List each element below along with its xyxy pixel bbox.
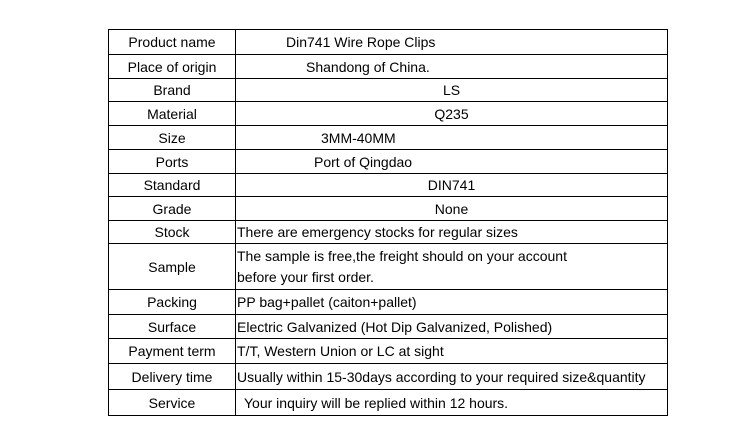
table-row (109, 30, 668, 55)
table-row (109, 221, 668, 244)
table-row (109, 126, 668, 150)
row-value: There are emergency stocks for regular sizes (236, 221, 668, 244)
table-row (109, 315, 668, 339)
table-row (109, 150, 668, 174)
row-value-line: before your first order. (237, 268, 374, 285)
row-value: Electric Galvanized (Hot Dip Galvanized, Polished) (236, 315, 668, 339)
row-value: None (236, 197, 668, 221)
row-label: Standard (109, 174, 236, 197)
row-label: Place of origin (109, 55, 236, 79)
table-row (109, 339, 668, 364)
table-row (109, 174, 668, 197)
table-row (109, 197, 668, 221)
table-row (109, 244, 668, 290)
row-label: Delivery time (109, 364, 236, 390)
row-value: Port of Qingdao (314, 153, 413, 170)
row-label: Sample (109, 244, 236, 290)
row-label: Payment term (109, 339, 236, 364)
table-row (109, 390, 668, 416)
table-row (109, 55, 668, 79)
row-label: Surface (109, 315, 236, 339)
row-label: Brand (109, 79, 236, 102)
row-label: Stock (109, 221, 236, 244)
row-value: Usually within 15-30days according to your required size&quantity (236, 364, 668, 390)
row-label: Ports (109, 150, 236, 174)
row-value: Q235 (236, 102, 668, 126)
row-label: Material (109, 102, 236, 126)
product-spec-table (108, 29, 668, 416)
row-value-line: The sample is free,the freight should on your account (237, 247, 567, 264)
row-label: Service (109, 390, 236, 416)
row-value: Shandong of China. (306, 58, 430, 75)
row-value: PP bag+pallet (caiton+pallet) (236, 290, 668, 315)
row-value: DIN741 (236, 174, 668, 197)
row-label: Grade (109, 197, 236, 221)
row-label: Product name (109, 30, 236, 55)
table-row (109, 364, 668, 390)
row-value: Your inquiry will be replied within 12 hours. (236, 390, 668, 416)
row-value: 3MM-40MM (321, 129, 396, 146)
row-label: Packing (109, 290, 236, 315)
table-row (109, 290, 668, 315)
row-label: Size (109, 126, 236, 150)
row-value: Din741 Wire Rope Clips (286, 34, 436, 50)
row-value (236, 244, 668, 290)
table-row (109, 79, 668, 102)
row-value: T/T, Western Union or LC at sight (236, 339, 668, 364)
row-value: LS (236, 79, 668, 102)
table-row (109, 102, 668, 126)
